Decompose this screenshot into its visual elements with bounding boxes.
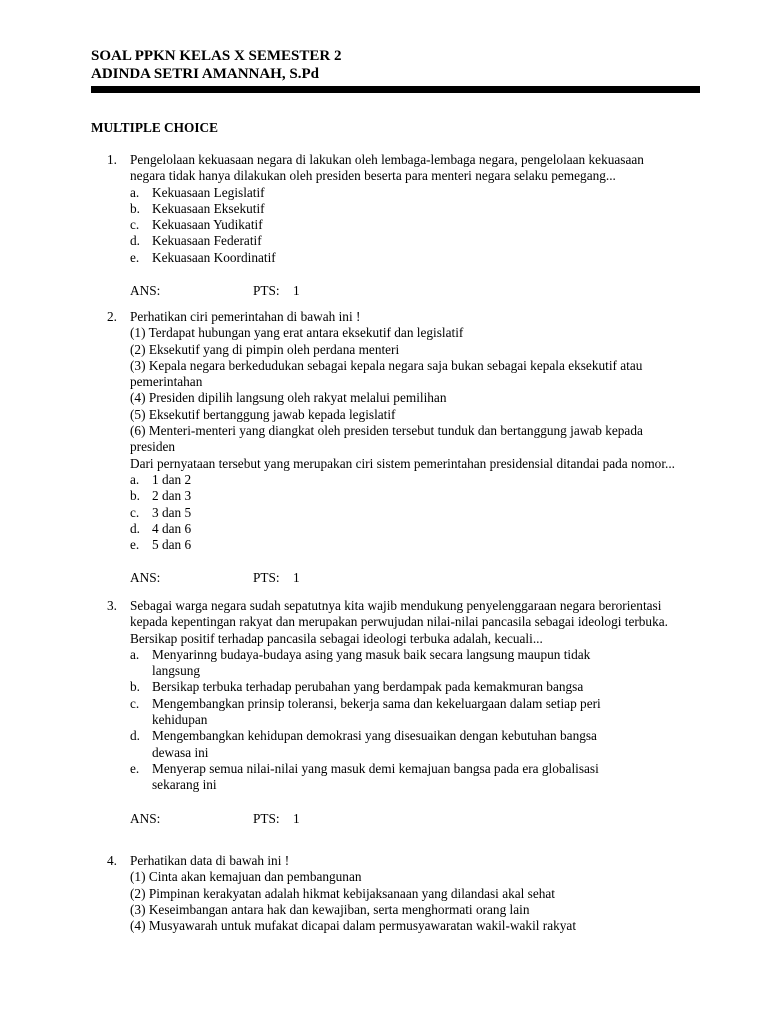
option-text: Kekuasaan Eksekutif	[152, 200, 265, 216]
option-b	[130, 488, 707, 504]
option-text: 1 dan 2	[152, 471, 192, 487]
question-text-line: Bersikap positif terhadap pancasila sebagai ideologi terbuka adalah, kecuali...	[130, 630, 543, 646]
question-text-line: (2) Eksekutif yang di pimpin oleh perdana menteri	[130, 341, 400, 357]
option-letter: b.	[130, 679, 140, 695]
option-a	[130, 185, 707, 201]
option-e	[130, 537, 707, 553]
option-text: Kekuasaan Federatif	[152, 233, 262, 249]
option-text: Kekuasaan Yudikatif	[152, 217, 263, 233]
question-number: 2.	[107, 309, 117, 324]
question-number: 1.	[107, 152, 117, 167]
option-text-line: Mengembangkan kehidupan demokrasi yang disesuaikan dengan kebutuhan bangsa	[152, 728, 597, 744]
author-name: ADINDA SETRI AMANNAH, S.Pd	[91, 65, 319, 82]
question-text-line: Pengelolaan kekuasaan negara di lakukan oleh lembaga-lembaga negara, pengelolaan kekuasaan	[130, 152, 644, 167]
option-text: 5 dan 6	[152, 537, 192, 553]
pts-value: 1	[293, 810, 300, 826]
question-3	[107, 598, 707, 827]
option-d	[130, 728, 707, 761]
pts-value: 1	[293, 283, 300, 299]
question-number: 4.	[107, 853, 117, 868]
option-d	[130, 521, 707, 537]
pts-label: PTS:	[253, 570, 280, 586]
option-text-line: langsung	[152, 663, 201, 679]
question-2	[107, 309, 707, 586]
option-text-line: Menyarinng budaya-budaya asing yang masuk baik secara langsung maupun tidak	[152, 646, 591, 662]
option-text: 3 dan 5	[152, 504, 192, 520]
question-text-line: (2) Pimpinan kerakyatan adalah hikmat kebijaksanaan yang dilandasi akal sehat	[130, 885, 555, 901]
option-b	[130, 201, 707, 217]
ans-label: ANS:	[130, 570, 161, 586]
option-text: 4 dan 6	[152, 520, 192, 536]
pts-value: 1	[293, 570, 300, 586]
option-letter: e.	[130, 537, 140, 553]
option-letter: a.	[130, 646, 140, 662]
option-text: Kekuasaan Koordinatif	[152, 249, 276, 265]
question-text-line: (3) Keseimbangan antara hak dan kewajiban, serta menghormati orang lain	[130, 901, 530, 917]
option-letter: c.	[130, 695, 140, 711]
question-text-line: pemerintahan	[130, 374, 203, 390]
answer-row	[130, 811, 707, 827]
question-text-line: (4) Musyawarah untuk mufakat dicapai dalam permusyawaratan wakil-wakil rakyat	[130, 918, 577, 934]
question-text-line: negara tidak hanya dilakukan oleh presiden beserta para menteri negara selaku pemegang...	[130, 168, 616, 184]
question-text-line: Dari pernyataan tersebut yang merupakan ciri sistem pemerintahan presidensial ditandai pada nomor...	[130, 455, 675, 471]
question-text-line: (1) Cinta akan kemajuan dan pembangunan	[130, 869, 362, 885]
section-title: MULTIPLE CHOICE	[91, 120, 218, 135]
answer-row	[130, 283, 707, 299]
question-1	[107, 152, 707, 299]
question-text-line: (5) Eksekutif bertanggung jawab kepada legislatif	[130, 406, 396, 422]
option-text-line: dewasa ini	[152, 744, 209, 760]
question-text-line: Perhatikan data di bawah ini !	[130, 853, 290, 868]
option-a	[130, 472, 707, 488]
pts-label: PTS:	[253, 283, 280, 299]
option-a	[130, 647, 707, 680]
document-header	[91, 48, 700, 83]
option-letter: e.	[130, 760, 140, 776]
question-text-line: Sebagai warga negara sudah sepatutnya kita wajib mendukung penyelenggaraan negara berorientasi	[130, 598, 662, 613]
option-e	[130, 761, 707, 794]
header-rule	[91, 86, 700, 93]
option-text: 2 dan 3	[152, 488, 192, 504]
option-letter: d.	[130, 520, 140, 536]
option-letter: d.	[130, 233, 140, 249]
question-4	[107, 853, 707, 934]
option-text-line: Menyerap semua nilai-nilai yang masuk demi kemajuan bangsa pada era globalisasi	[152, 760, 599, 776]
question-text-line: Perhatikan ciri pemerintahan di bawah ini !	[130, 309, 361, 324]
option-c	[130, 505, 707, 521]
ans-label: ANS:	[130, 810, 161, 826]
option-letter: c.	[130, 504, 140, 520]
option-c	[130, 217, 707, 233]
option-e	[130, 250, 707, 266]
option-letter: b.	[130, 488, 140, 504]
question-text-line: (4) Presiden dipilih langsung oleh rakyat melalui pemilihan	[130, 390, 447, 406]
option-text-line: kehidupan	[152, 712, 208, 728]
question-text-line: (1) Terdapat hubungan yang erat antara eksekutif dan legislatif	[130, 325, 464, 341]
ans-label: ANS:	[130, 283, 161, 299]
option-letter: d.	[130, 728, 140, 744]
question-text-line: presiden	[130, 439, 176, 455]
question-text-line: kepada kepentingan rakyat dan merupakan perwujudan nilai-nilai pancasila sebagai ideologi terbuka.	[130, 614, 668, 630]
option-letter: c.	[130, 217, 140, 233]
option-c	[130, 696, 707, 729]
question-text-line: (3) Kepala negara berkedudukan sebagai kepala negara saja bukan sebagai kepala eksekutif atau	[130, 357, 643, 373]
option-text-line: Mengembangkan prinsip toleransi, bekerja sama dan kekeluargaan dalam setiap peri	[152, 695, 601, 711]
option-text: Kekuasaan Legislatif	[152, 184, 265, 200]
question-text-line: (6) Menteri-menteri yang diangkat oleh presiden tersebut tunduk dan bertanggung jawab kepada	[130, 423, 643, 439]
option-b	[130, 679, 707, 695]
option-text-line: sekarang ini	[152, 777, 217, 793]
option-d	[130, 233, 707, 249]
question-number: 3.	[107, 598, 117, 613]
option-letter: e.	[130, 249, 140, 265]
option-text-line: Bersikap terbuka terhadap perubahan yang berdampak pada kemakmuran bangsa	[152, 679, 584, 695]
document-title: SOAL PPKN KELAS X SEMESTER 2	[91, 48, 342, 64]
option-letter: a.	[130, 184, 140, 200]
pts-label: PTS:	[253, 810, 280, 826]
option-letter: a.	[130, 471, 140, 487]
option-letter: b.	[130, 200, 140, 216]
answer-row	[130, 570, 707, 586]
